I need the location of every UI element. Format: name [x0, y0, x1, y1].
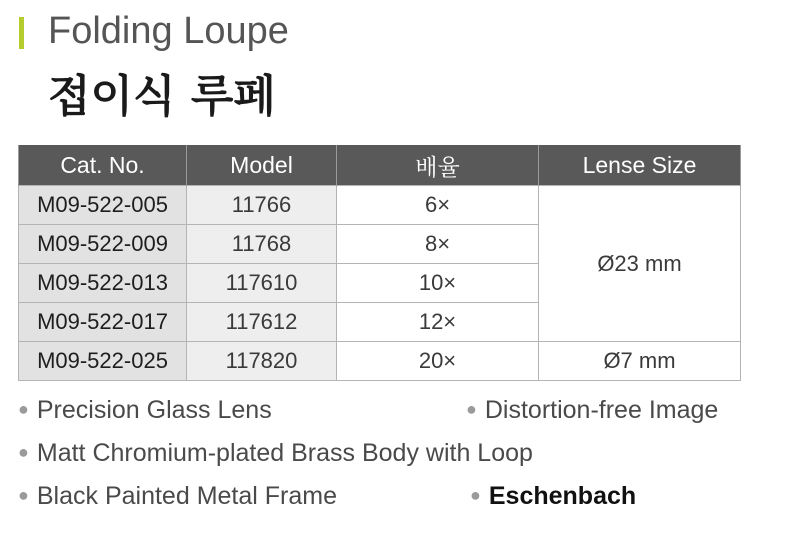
- cat-no-cell: M09-522-013: [19, 264, 187, 303]
- model-cell: 11766: [187, 186, 337, 225]
- model-cell: 11768: [187, 225, 337, 264]
- magnification-cell: 12×: [337, 303, 539, 342]
- cat-no-cell: M09-522-017: [19, 303, 187, 342]
- brand-name: Eschenbach: [488, 482, 637, 510]
- feature-text: Precision Glass Lens: [36, 396, 272, 424]
- feature-text: Matt Chromium-plated Brass Body with Loop: [36, 439, 533, 467]
- magnification-cell: 20×: [337, 342, 539, 381]
- lens-size-cell: Ø23 mm: [539, 186, 741, 342]
- col-header-cat-no: Cat. No.: [19, 145, 187, 186]
- cat-no-cell: M09-522-009: [19, 225, 187, 264]
- table-row: [19, 342, 741, 381]
- spec-table: [18, 145, 741, 381]
- col-header-magnification: 배율: [337, 145, 539, 186]
- model-cell: 117820: [187, 342, 337, 381]
- magnification-cell: 6×: [337, 186, 539, 225]
- feature-text: Distortion-free Image: [484, 396, 719, 424]
- table-row: [19, 186, 741, 225]
- col-header-lens-size: Lense Size: [539, 145, 741, 186]
- table-header-row: [19, 145, 741, 186]
- product-title-en: Folding Loupe: [48, 10, 289, 52]
- bullet-dot-icon: ●: [470, 485, 481, 505]
- cat-no-cell: M09-522-025: [19, 342, 187, 381]
- model-cell: 117610: [187, 264, 337, 303]
- title-accent-bar: [19, 17, 24, 49]
- brand-item: [470, 482, 636, 511]
- bullet-dot-icon: ●: [18, 442, 29, 462]
- lens-size-cell: Ø7 mm: [539, 342, 741, 381]
- magnification-cell: 8×: [337, 225, 539, 264]
- bullet-dot-icon: ●: [18, 399, 29, 419]
- model-cell: 117612: [187, 303, 337, 342]
- feature-item: [18, 482, 337, 511]
- feature-item: [18, 396, 272, 425]
- feature-item: [18, 439, 533, 468]
- product-title-ko: 접이식 루페: [48, 71, 276, 122]
- feature-item: [466, 396, 718, 425]
- cat-no-cell: M09-522-005: [19, 186, 187, 225]
- feature-text: Black Painted Metal Frame: [36, 482, 337, 510]
- bullet-dot-icon: ●: [466, 399, 477, 419]
- bullet-dot-icon: ●: [18, 485, 29, 505]
- magnification-cell: 10×: [337, 264, 539, 303]
- col-header-model: Model: [187, 145, 337, 186]
